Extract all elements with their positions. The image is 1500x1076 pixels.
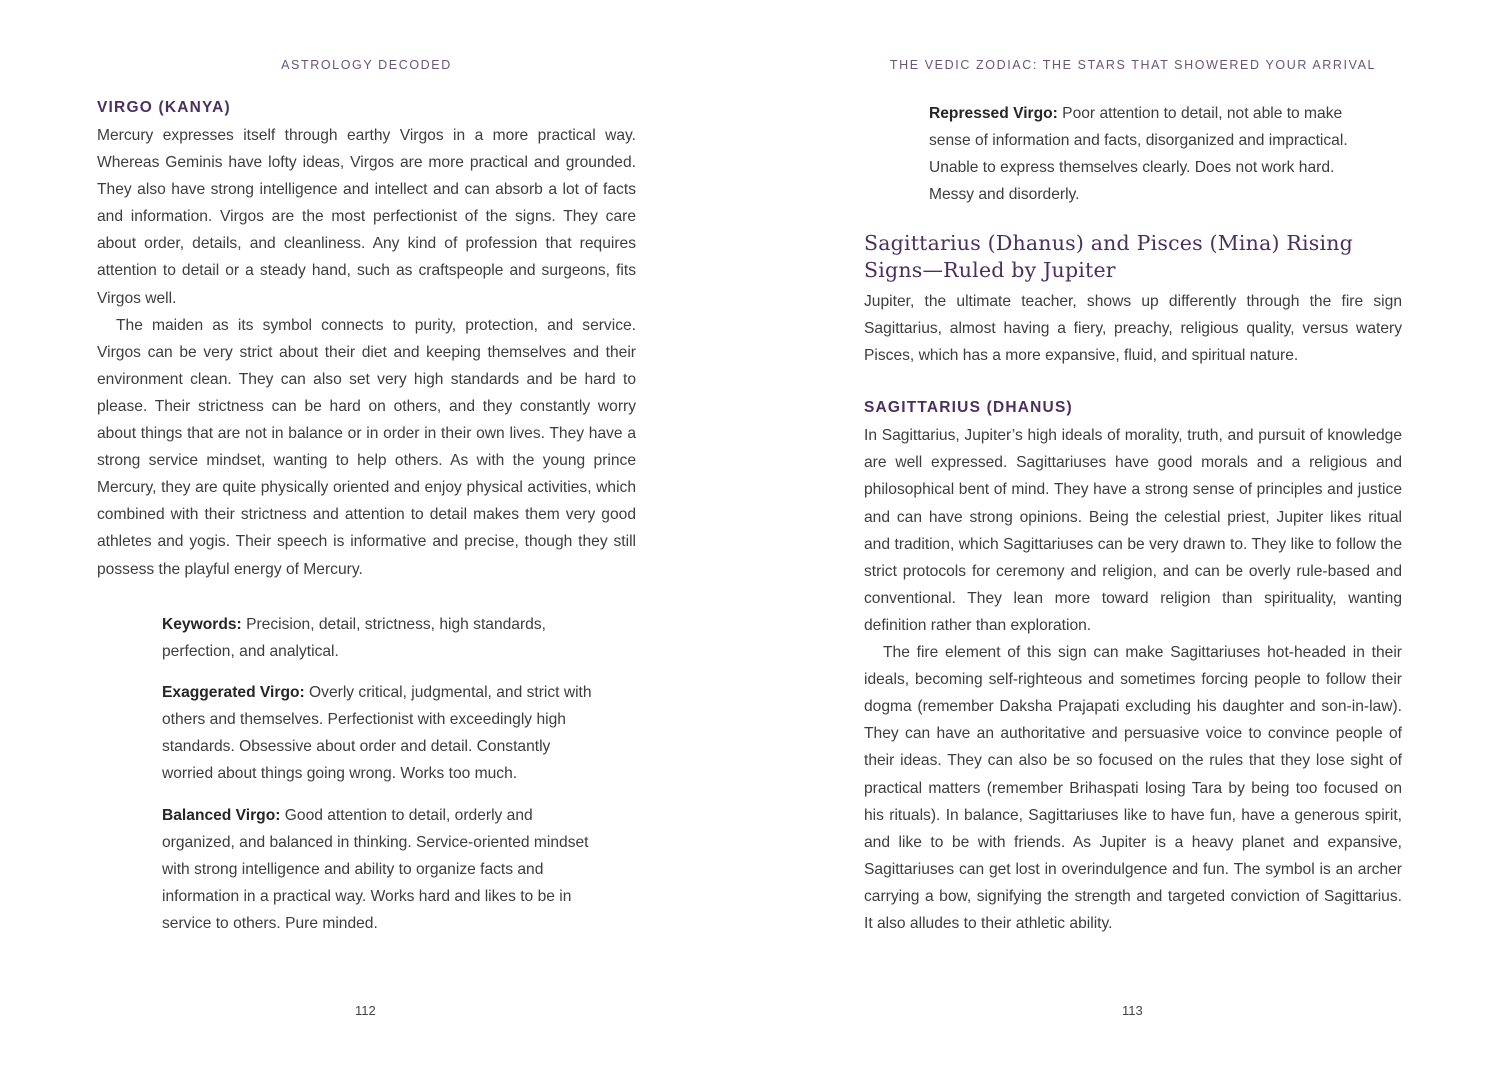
trait-item [929, 100, 1369, 208]
trait-text: Poor attention to detail, not able to make sense of information and facts, disorganized and impractical. Unable to express themselves clearly. Does not work hard. Messy and disorderly. [929, 105, 1348, 204]
body-column [97, 96, 636, 583]
right-page [750, 0, 1500, 1076]
trait-text: Good attention to detail, orderly and organized, and balanced in thinking. Service-oriented mindset with strong intelligence and ability to organize facts and information in a practical way. Works hard and likes to be in service to others. Pure minded. [162, 806, 589, 932]
running-head: ASTROLOGY DECODED [281, 58, 452, 72]
trait-label: Exaggerated Virgo: [162, 684, 305, 702]
trait-label: Keywords: [162, 616, 242, 633]
page-number: 112 [355, 1003, 376, 1018]
trait-item [162, 611, 592, 665]
trait-item [162, 679, 592, 787]
body-paragraph: In Sagittarius, Jupiter’s high ideals of morality, truth, and pursuit of knowledge are well expressed. Sagittariuses have good morals and a religious and philosophical bent of mind. They have a strong sense of principles and justice and can have strong opinions. Being the celestial priest, Jupiter likes ritual and tradition, which Sagittariuses can be very drawn to. They like to follow the strict protocols for ceremony and religion, and can be overly rule-based and conventional. They lean more toward religion than spirituality, wanting definition rather than exploration. [864, 427, 1402, 634]
continued-trait [929, 100, 1369, 208]
trait-item [162, 802, 592, 937]
chapter-heading: Sagittarius (Dhanus) and Pisces (Mina) Rising Signs—Ruled by Jupiter [864, 231, 1353, 282]
body-paragraph: The fire element of this sign can make Sagittariuses hot-headed in their ideals, becoming self-righteous and sometimes forcing people to follow their dogma (remember Daksha Prajapati excluding his daughter and son-in-law). They can have an authoritative and persuasive voice to convince people of their ideas. They can also be so focused on the rules that they lose sight of practical matters (remember Brihaspati losing Tara by being too focused on his rituals). In balance, Sagittariuses like to have fun, have a generous spirit, and like to be with friends. As Jupiter is a heavy planet and expansive, Sagittariuses can get lost in overindulgence and fun. The symbol is an archer carrying a bow, signifying the strength and targeted conviction of Sagittarius. It also alludes to their athletic ability. [864, 644, 1402, 932]
section-heading: VIRGO (KANYA) [97, 99, 231, 116]
spacer [864, 369, 1402, 396]
trait-label: Repressed Virgo: [929, 105, 1058, 122]
trait-text: Precision, detail, strictness, high standards, perfection, and analytical. [162, 616, 546, 661]
running-head: THE VEDIC ZODIAC: THE STARS THAT SHOWERED YOUR ARRIVAL [889, 58, 1377, 72]
trait-text: Overly critical, judgmental, and strict with others and themselves. Perfectionist with exceedingly high standards. Obsessive about order and detail. Constantly worried about things going wrong. Works too much. [162, 684, 592, 783]
trait-list [162, 611, 592, 951]
body-paragraph: Mercury expresses itself through earthy Virgos in a more practical way. Whereas Geminis have lofty ideas, Virgos are more practical and grounded. They also have strong intelligence and intellect and can absorb a lot of facts and information. Virgos are the most perfectionist of the signs. They care about order, details, and cleanliness. Any kind of profession that requires attention to detail or a steady hand, such as craftspeople and surgeons, fits Virgos well. [97, 127, 636, 307]
section-heading: SAGITTARIUS (DHANUS) [864, 399, 1073, 417]
intro-paragraph: Jupiter, the ultimate teacher, shows up differently through the fire sign Sagittarius, almost having a fiery, preachy, religious quality, versus watery Pisces, which has a more expansive, fluid, and spiritual nature. [864, 293, 1402, 365]
page-number: 113 [1122, 1003, 1143, 1018]
trait-label: Balanced Virgo: [162, 806, 281, 824]
body-column [864, 230, 1402, 937]
body-paragraph: The maiden as its symbol connects to purity, protection, and service. Virgos can be very strict about their diet and keeping themselves and their environment clean. They can also set very high standards and be hard to please. Their strictness can be hard on others, and they constantly worry about things that are not in balance or in order in their own lives. They have a strong service mindset, wanting to help others. As with the young prince Mercury, they are quite physically oriented and enjoy physical activities, which combined with their strictness and attention to detail makes them very good athletes and yogis. Their speech is informative and precise, though they still possess the playful energy of Mercury. [97, 316, 636, 578]
